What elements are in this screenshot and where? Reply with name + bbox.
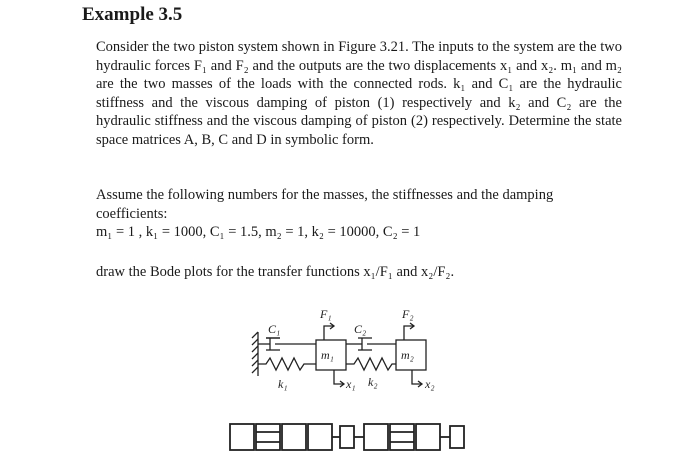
- label-m2: m₂: [401, 348, 414, 362]
- displacement-x2-arrow: [412, 370, 422, 387]
- force-f1-arrow: [324, 323, 334, 340]
- task-text: draw the Bode plots for the transfer functions x₁/F₁ and x₂/F₂.: [96, 264, 455, 280]
- example-heading: Example 3.5: [82, 4, 183, 25]
- damper-c2: [346, 338, 396, 350]
- label-x2: x₂: [425, 377, 435, 391]
- label-x1: x₁: [346, 377, 356, 391]
- assumption-text: Assume the following numbers for the masses, the stiffnesses and the damping coefficients:: [96, 187, 554, 222]
- spring-k2: [346, 358, 396, 370]
- label-f1: F₁: [320, 307, 332, 321]
- damper-c1: [258, 338, 316, 350]
- two-piston-diagram: [250, 298, 470, 394]
- label-m1: m₁: [321, 348, 334, 362]
- displacement-x1-arrow: [334, 370, 344, 387]
- spring-k1: [258, 358, 316, 370]
- label-k2: k₂: [368, 375, 378, 389]
- problem-statement: Consider the two piston system shown in Figure 3.21. The inputs to the system are the two hydraulic forces F₁ and F₂ and the outputs are the two displacements x₁ and x₂. m₁ and m₂ are the two masses of the loads with the connected rods. k₁ and C₁ are the hydraulic stiffness and the viscous damping of piston (1) respectively and k₂ and C₂ are the hydraulic stiffness and the viscous damping of piston (2) respectively. Determine the state space matrices A, B, C and D in symbolic form.: [96, 39, 622, 148]
- wall-hatching: [252, 332, 258, 373]
- label-c2: C₂: [354, 322, 367, 336]
- label-c1: C₁: [268, 322, 281, 336]
- parameter-values: m₁ = 1 , k₁ = 1000, C₁ = 1.5, m₂ = 1, k₂ = 10000, C₂ = 1: [96, 224, 421, 240]
- label-f2: F₂: [402, 307, 414, 321]
- force-f2-arrow: [404, 323, 414, 340]
- label-k1: k₁: [278, 377, 288, 391]
- piston-blocks-illustration: [228, 420, 498, 454]
